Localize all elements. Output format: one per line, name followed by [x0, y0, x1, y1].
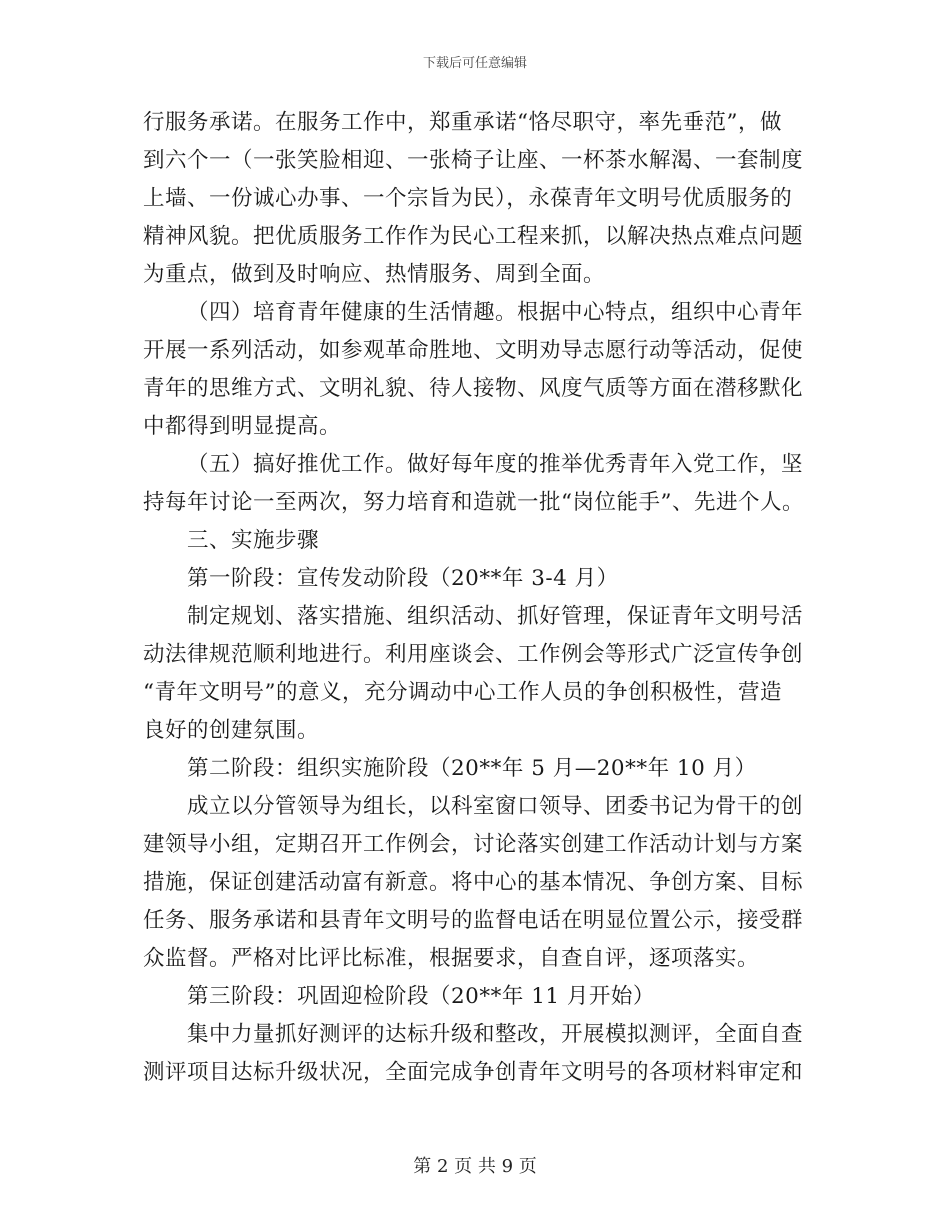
text-line: 动法律规范顺利地进行。利用座谈会、工作例会等形式广泛宣传争创 — [143, 642, 804, 667]
text-line: （五）搞好推优工作。做好每年度的推举优秀青年入党工作，坚 — [187, 452, 804, 477]
text-line: 第一阶段：宣传发动阶段（20**年 3-4 月） — [187, 566, 619, 591]
text-line: 青年的思维方式、文明礼貌、待人接物、风度气质等方面在潜移默化 — [143, 376, 804, 401]
text-line: 三、实施步骤 — [187, 528, 320, 553]
text-line: 第二阶段：组织实施阶段（20**年 5 月—20**年 10 月） — [187, 756, 757, 781]
text-line: “青年文明号”的意义，充分调动中心工作人员的争创积极性，营造 — [143, 680, 782, 705]
text-line: 中都得到明显提高。 — [143, 414, 342, 439]
text-line: 建领导小组，定期召开工作例会，讨论落实创建工作活动计划与方案 — [143, 832, 804, 857]
text-line: 成立以分管领导为组长，以科室窗口领导、团委书记为骨干的创 — [187, 794, 804, 819]
text-line: 精神风貌。把优质服务工作作为民心工程来抓，以解决热点难点问题 — [143, 224, 804, 249]
text-line: 集中力量抓好测评的达标升级和整改，开展模拟测评，全面自查 — [187, 1022, 804, 1047]
text-line: 第三阶段：巩固迎检阶段（20**年 11 月开始） — [187, 984, 655, 1009]
text-line: 制定规划、落实措施、组织活动、抓好管理，保证青年文明号活 — [187, 604, 804, 629]
text-line: 众监督。严格对比评比标准，根据要求，自查自评，逐项落实。 — [143, 946, 760, 971]
text-line: 行服务承诺。在服务工作中，郑重承诺“恪尽职守，率先垂范”，做 — [143, 110, 782, 135]
page-footer: 第 2 页 共 9 页 — [413, 1156, 537, 1177]
text-line: 上墙、一份诚心办事、一个宗旨为民），永葆青年文明号优质服务的 — [143, 186, 793, 211]
text-line: 持每年讨论一至两次，努力培育和造就一批“岗位能手”、先进个人。 — [143, 490, 804, 515]
page-header: 下载后可任意编辑 — [422, 56, 527, 71]
text-line: 开展一系列活动，如参观革命胜地、文明劝导志愿行动等活动，促使 — [143, 338, 804, 363]
text-line: 测评项目达标升级状况，全面完成争创青年文明号的各项材料审定和 — [143, 1060, 804, 1085]
text-line: （四）培育青年健康的生活情趣。根据中心特点，组织中心青年 — [187, 300, 804, 325]
text-line: 措施，保证创建活动富有新意。将中心的基本情况、争创方案、目标 — [143, 870, 804, 895]
text-line: 良好的创建氛围。 — [143, 718, 320, 743]
text-line: 到六个一（一张笑脸相迎、一张椅子让座、一杯茶水解渴、一套制度 — [143, 148, 804, 173]
document-body — [143, 104, 803, 1092]
text-line: 任务、服务承诺和县青年文明号的监督电话在明显位置公示，接受群 — [143, 908, 804, 933]
text-line: 为重点，做到及时响应、热情服务、周到全面。 — [143, 262, 606, 287]
